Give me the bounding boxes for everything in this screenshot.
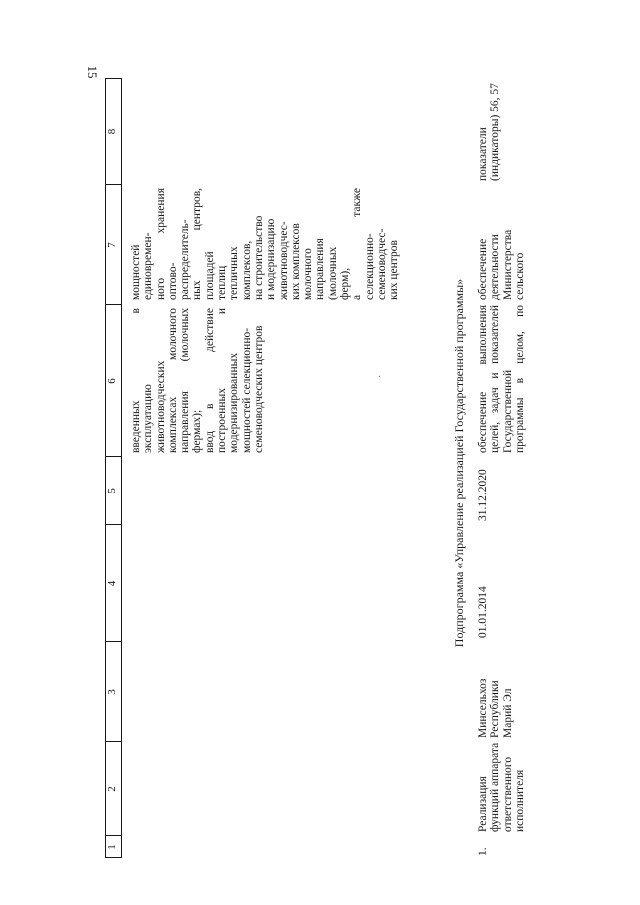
col6-line: комплексах молочного — [166, 308, 179, 453]
col-divider — [105, 78, 121, 79]
col-divider — [105, 741, 121, 742]
col7-line: направления — [314, 238, 327, 300]
continuation-col6 — [130, 308, 265, 453]
col7-line: ных центров, — [191, 188, 204, 300]
col7-line: ких комплексов — [289, 223, 302, 300]
stray-mark: · — [375, 374, 386, 378]
col7-line: селекционно- — [363, 233, 376, 300]
continuation-col7 — [130, 188, 401, 300]
col-header-7: 7 — [106, 242, 118, 248]
col6-line: семеноводческих центров — [252, 325, 265, 453]
col-header-4: 4 — [106, 580, 118, 587]
row1-number: 1. — [477, 847, 489, 856]
col7-line: мощностей — [130, 244, 142, 300]
col7-line: семеноводчес- — [375, 228, 388, 300]
row1-col6-line: Государственной — [501, 369, 514, 453]
col7-line: теплиц — [216, 265, 229, 300]
col6-line: введенных в — [130, 308, 142, 453]
col7-line: ного хранения — [154, 188, 167, 300]
col-header-2: 2 — [106, 786, 118, 792]
col7-line: комплексов, — [240, 240, 253, 300]
row1-col6-line: программы в целом, по — [513, 305, 526, 453]
col7-line: площадей — [203, 251, 216, 300]
col-header-3: 3 — [106, 689, 118, 695]
row1-col2-line: исполнителя — [513, 769, 526, 832]
row1-col7-line: сельского — [513, 252, 526, 300]
row1-col7-line: деятельности — [489, 234, 502, 300]
col-divider — [105, 835, 121, 836]
row1-col3 — [477, 643, 514, 738]
col6-line: построенных и — [216, 308, 229, 453]
col-header-5: 5 — [106, 488, 118, 494]
row1-col6 — [477, 305, 526, 453]
row1-col2-line: функций аппарата — [489, 742, 502, 832]
page-number: 15 — [85, 65, 100, 79]
row1-col6-line: целей, задач и показателей — [489, 305, 502, 453]
col-header-6: 6 — [106, 378, 118, 384]
col-divider — [105, 641, 121, 642]
col7-line: распределитель- — [179, 219, 192, 300]
col6-line: вводв действие — [203, 308, 216, 453]
col-divider — [105, 184, 121, 185]
col6-line: модернизированных — [228, 352, 241, 453]
col-divider — [105, 524, 121, 525]
col-header-8: 8 — [106, 128, 118, 135]
col-divider — [105, 304, 121, 305]
col7-line: молочного — [302, 248, 315, 300]
row1-col7-line: обеспечение — [477, 238, 489, 300]
row1-col7 — [477, 188, 526, 300]
col7-line: ких центров — [388, 240, 401, 300]
col6-line: эксплуатацию — [142, 384, 155, 453]
col6-line: мощностей селекционно- — [240, 327, 253, 453]
row1-end-date: 31.12.2020 — [477, 469, 489, 521]
col6-line: фермах); — [191, 409, 204, 453]
row1-col3-line: Марий Эл — [501, 688, 514, 738]
row1-col8-line: показатели — [477, 127, 489, 181]
row1-col2 — [477, 742, 526, 832]
col7-line: на строительство — [252, 215, 265, 300]
col7-line: и модернизацию — [265, 218, 278, 300]
col7-line: (молочных — [326, 246, 339, 300]
row1-col6-line: обеспечение выполнения — [477, 305, 489, 453]
row1-col2-line: Реализация — [477, 776, 489, 832]
row1-col3-line: Республики — [489, 680, 502, 738]
row1-col7-line: Министерства — [501, 229, 514, 300]
col-divider — [105, 456, 121, 457]
col7-line: оптово- — [166, 262, 179, 300]
col7-line: тепличных — [228, 246, 241, 300]
col-divider — [105, 857, 121, 858]
subprogram-title: Подпрограмма «Управление реализацией Государственной программы» — [452, 278, 466, 648]
col7-line: ферм), — [339, 267, 352, 300]
row1-col2-line: ответственного — [501, 756, 514, 832]
col6-line: направления (молочных — [179, 308, 192, 453]
row1-col8 — [477, 78, 502, 181]
rotated-table-page — [105, 78, 575, 858]
row1-col3-line: Минсельхоз — [477, 678, 489, 738]
row1-col8-line: (индикаторы) 56, 57 — [489, 83, 502, 181]
row1-start-date: 01.01.2014 — [477, 586, 489, 638]
col-header-1: 1 — [106, 844, 118, 850]
col7-line: единовремен- — [142, 232, 155, 300]
col7-line: животноводчес- — [277, 221, 290, 300]
col6-line: животноводческих — [154, 360, 167, 453]
col7-line: а также — [351, 188, 364, 300]
